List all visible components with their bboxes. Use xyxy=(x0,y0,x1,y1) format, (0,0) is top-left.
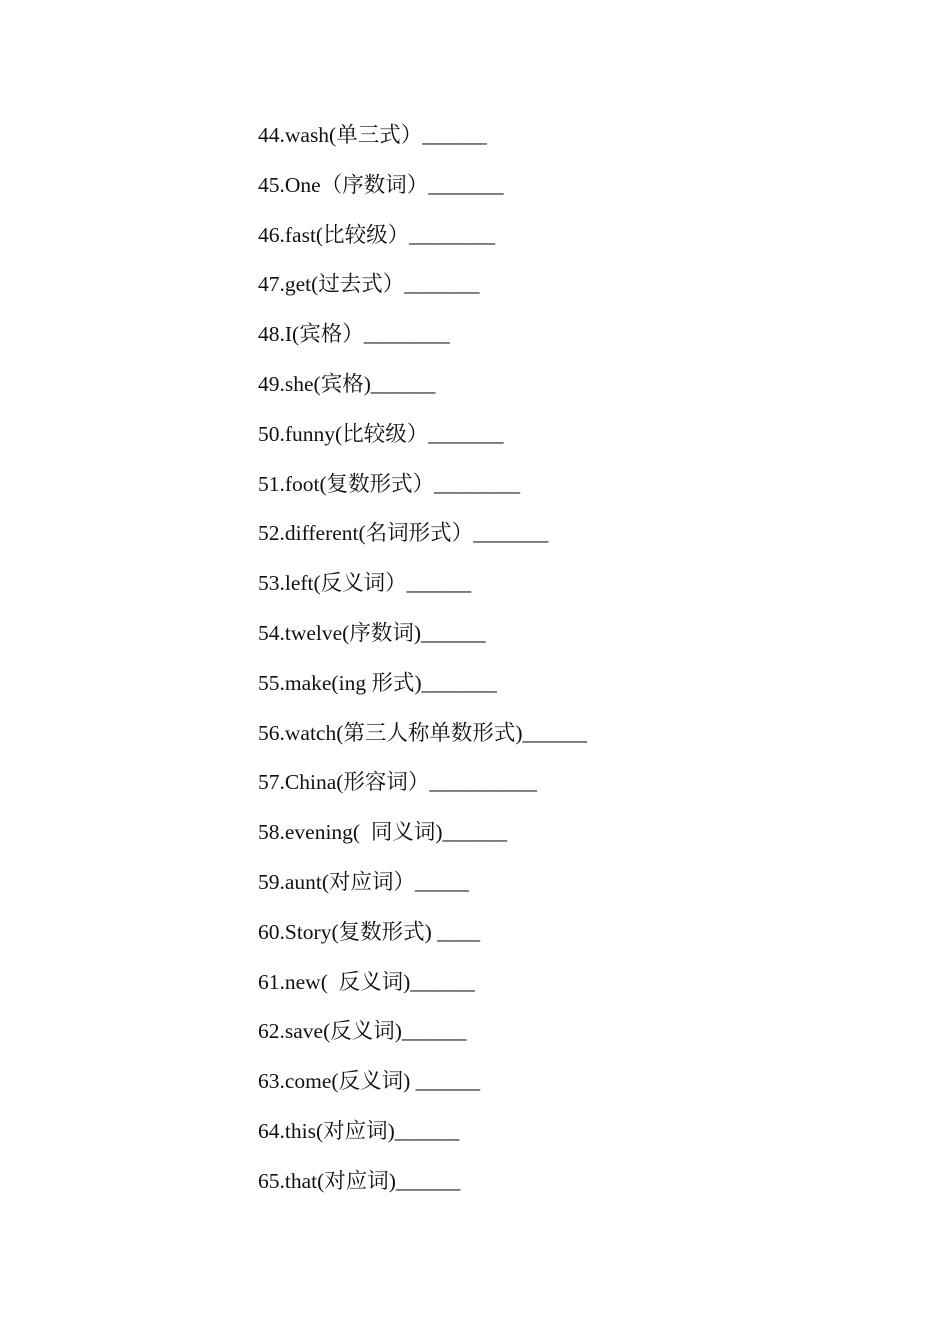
exercise-item-61: 61.new( 反义词)______ xyxy=(258,969,475,994)
exercise-item-49: 49.she(宾格)______ xyxy=(258,371,436,396)
exercise-item-60: 60.Story(复数形式) ____ xyxy=(258,919,481,944)
exercise-item-63: 63.come(反义词) ______ xyxy=(258,1069,481,1094)
exercise-item-56: 56.watch(第三人称单数形式)______ xyxy=(258,720,588,745)
exercise-item-51: 51.foot(复数形式）________ xyxy=(258,471,521,496)
exercise-item-58: 58.evening( 同义词)______ xyxy=(258,820,508,845)
exercise-item-53: 53.left(反义词）______ xyxy=(258,571,472,596)
exercise-item-44: 44.wash(单三式）______ xyxy=(258,123,487,147)
exercise-list xyxy=(258,116,587,1212)
exercise-item-52: 52.different(名词形式）_______ xyxy=(258,521,549,546)
exercise-item-62: 62.save(反义词)______ xyxy=(258,1019,467,1044)
exercise-item-64: 64.this(对应词)______ xyxy=(258,1118,460,1143)
exercise-item-59: 59.aunt(对应词）_____ xyxy=(258,869,469,894)
exercise-item-55: 55.make(ing 形式)_______ xyxy=(258,670,497,695)
exercise-item-46: 46.fast(比较级）________ xyxy=(258,222,496,247)
exercise-item-57: 57.China(形容词）__________ xyxy=(258,770,537,795)
exercise-item-65: 65.that(对应词)______ xyxy=(258,1168,461,1193)
exercise-item-47: 47.get(过去式）_______ xyxy=(258,272,480,297)
exercise-item-54: 54.twelve(序数词)______ xyxy=(258,620,486,645)
exercise-item-50: 50.funny(比较级）_______ xyxy=(258,421,504,446)
exercise-item-45: 45.One（序数词）_______ xyxy=(258,172,504,197)
exercise-item-48: 48.I(宾格）________ xyxy=(258,322,450,347)
